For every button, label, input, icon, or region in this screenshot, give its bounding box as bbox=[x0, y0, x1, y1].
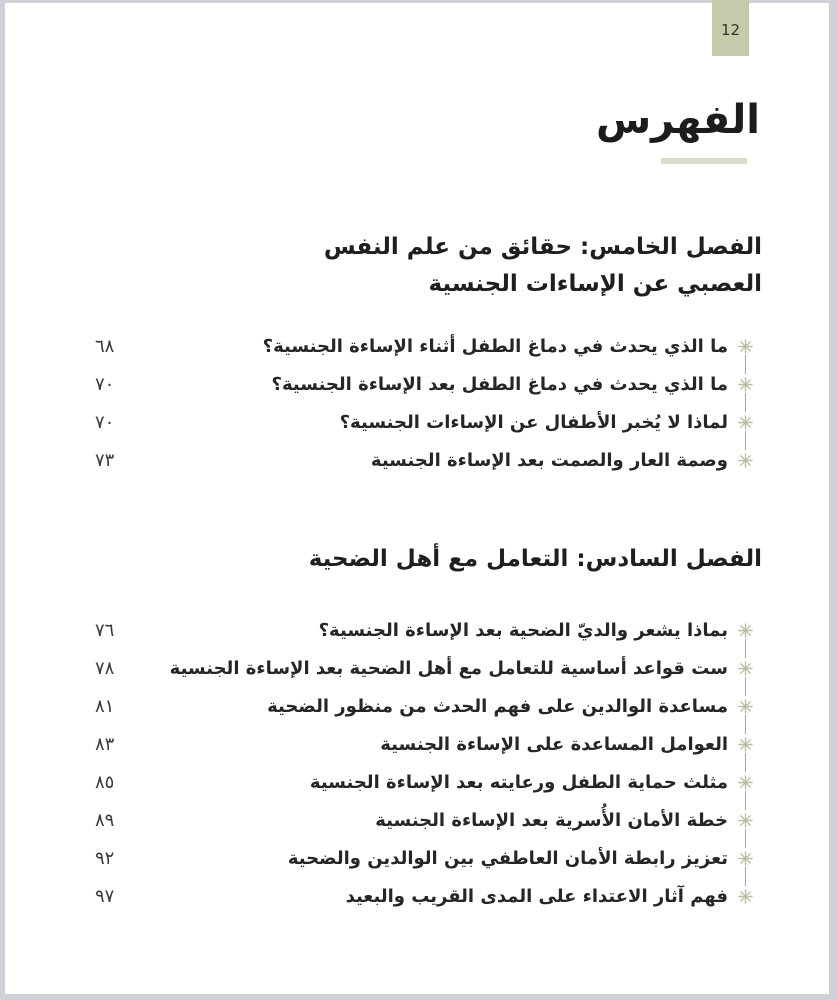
page-number-tab bbox=[712, 0, 749, 56]
toc-item-title: خطة الأمان الأُسرية بعد الإساءة الجنسية bbox=[375, 809, 728, 831]
toc-item-page-number: ٧٦ bbox=[95, 619, 115, 641]
toc-item bbox=[95, 687, 762, 725]
toc-item-title: ما الذي يحدث في دماغ الطفل بعد الإساءة الجنسية؟ bbox=[271, 373, 728, 395]
star-bullet-icon bbox=[728, 403, 762, 441]
toc-item bbox=[95, 649, 762, 687]
toc-item bbox=[95, 877, 762, 915]
toc-section-chapter5 bbox=[95, 327, 762, 479]
toc-item-title: وصمة العار والصمت بعد الإساءة الجنسية bbox=[370, 449, 728, 471]
star-bullet-icon bbox=[728, 327, 762, 365]
star-bullet-icon bbox=[728, 365, 762, 403]
toc-item-title: بماذا يشعر والديّ الضحية بعد الإساءة الجنسية؟ bbox=[318, 619, 728, 641]
toc-item bbox=[95, 801, 762, 839]
toc-item-title: مثلث حماية الطفل ورعايته بعد الإساءة الجنسية bbox=[309, 771, 728, 793]
toc-item-title: ست قواعد أساسية للتعامل مع أهل الضحية بعد الإساءة الجنسية bbox=[169, 657, 728, 679]
star-bullet-icon bbox=[728, 649, 762, 687]
toc-item-page-number: ٧٠ bbox=[95, 411, 115, 433]
title-underline bbox=[661, 158, 747, 164]
toc-item-page-number: ٨٥ bbox=[95, 771, 115, 793]
page-number: 12 bbox=[720, 21, 741, 39]
page-title: الفهرس bbox=[595, 97, 760, 143]
star-bullet-icon bbox=[728, 441, 762, 479]
heading-line: الفصل السادس: التعامل مع أهل الضحية bbox=[308, 546, 762, 572]
heading-line: العصبي عن الإساءات الجنسية bbox=[428, 271, 762, 297]
toc-item-title: لماذا لا يُخبر الأطفال عن الإساءات الجنسية؟ bbox=[339, 411, 728, 433]
toc-item-page-number: ٨٣ bbox=[95, 733, 115, 755]
star-bullet-icon bbox=[728, 725, 762, 763]
toc-item-title: ما الذي يحدث في دماغ الطفل أثناء الإساءة الجنسية؟ bbox=[262, 335, 728, 357]
star-bullet-icon bbox=[728, 611, 762, 649]
section-heading-chapter6 bbox=[309, 541, 762, 578]
toc-section-chapter6 bbox=[95, 611, 762, 915]
toc-item bbox=[95, 839, 762, 877]
toc-item bbox=[95, 763, 762, 801]
toc-item-page-number: ٧٨ bbox=[95, 657, 115, 679]
toc-item-title: مساعدة الوالدين على فهم الحدث من منظور الضحية bbox=[267, 695, 728, 717]
star-bullet-icon bbox=[728, 801, 762, 839]
star-bullet-icon bbox=[728, 839, 762, 877]
star-bullet-icon bbox=[728, 877, 762, 915]
toc-item-page-number: ٨١ bbox=[95, 695, 115, 717]
toc-item bbox=[95, 403, 762, 441]
toc-item bbox=[95, 327, 762, 365]
toc-item-page-number: ٧٠ bbox=[95, 373, 115, 395]
toc-item-page-number: ٦٨ bbox=[95, 335, 115, 357]
toc-item bbox=[95, 441, 762, 479]
star-bullet-icon bbox=[728, 687, 762, 725]
toc-item-page-number: ٩٧ bbox=[95, 885, 115, 907]
toc-item-page-number: ٨٩ bbox=[95, 809, 115, 831]
toc-item bbox=[95, 365, 762, 403]
toc-item-page-number: ٧٣ bbox=[95, 449, 115, 471]
toc-item bbox=[95, 725, 762, 763]
star-bullet-icon bbox=[728, 763, 762, 801]
heading-line: الفصل الخامس: حقائق من علم النفس bbox=[323, 234, 762, 260]
toc-item-title: تعزيز رابطة الأمان العاطفي بين الوالدين والضحية bbox=[287, 847, 728, 869]
toc-item-page-number: ٩٢ bbox=[95, 847, 115, 869]
toc-item-title: العوامل المساعدة على الإساءة الجنسية bbox=[380, 733, 728, 755]
toc-item-title: فهم آثار الاعتداء على المدى القريب والبعيد bbox=[345, 885, 728, 907]
toc-item bbox=[95, 611, 762, 649]
section-heading-chapter5 bbox=[324, 229, 762, 303]
